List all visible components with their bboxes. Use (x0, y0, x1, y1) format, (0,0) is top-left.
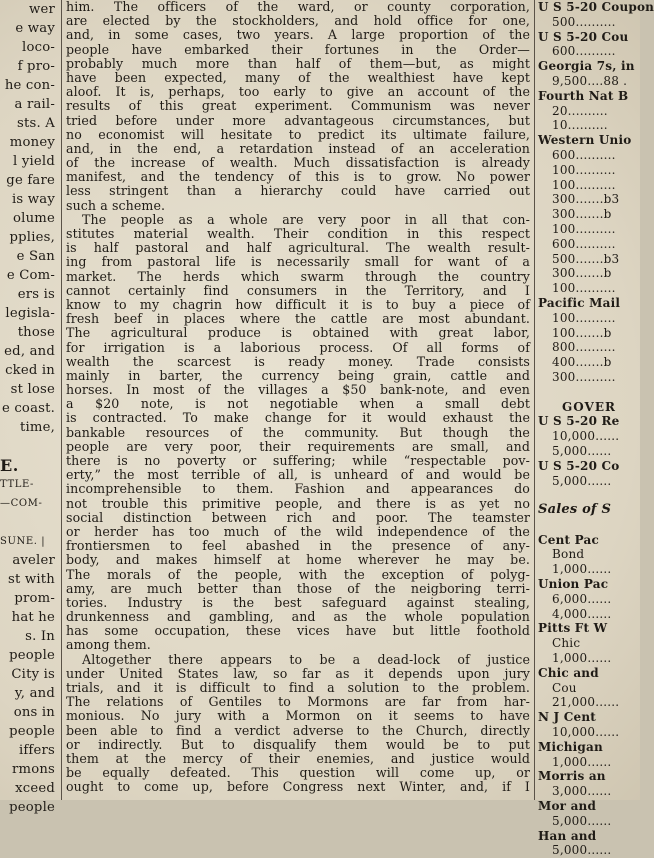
article-line: probably much more than half of them—but, as might (66, 55, 530, 71)
stock-quantity: 100.......... (552, 162, 616, 177)
subheading-line: TTLE- (0, 479, 35, 490)
article-line: them at the mercy of their enemies, and justice would (66, 750, 530, 766)
article-line: are elected by the stockholders, and hold office for one, (66, 13, 530, 29)
text-line: people (9, 724, 55, 739)
article-line: stitutes material wealth. Their condition in this respect (66, 226, 530, 241)
text-line: sts. A (17, 116, 55, 131)
stock-quantity: 1,000...... (552, 754, 612, 769)
stock-name: U S 5-20 Coupon (538, 0, 654, 14)
stock-quantity: 600.......... (552, 44, 616, 59)
spacer (0, 513, 58, 532)
stock-name: U S 5-20 Cou (538, 29, 629, 44)
article-line: body, and makes himself at home wherever he may be. (66, 552, 530, 568)
section-heading: E. (0, 456, 19, 475)
paragraph-start-line: Altogether there appears to be a dead-lock of justice (82, 651, 530, 667)
stock-quantity: 20.......... (552, 103, 608, 118)
stock-name: Western Unio (538, 133, 632, 148)
text-line: pplies, (9, 230, 55, 245)
article-column (66, 0, 530, 795)
left-column (0, 0, 58, 817)
text-line: locо- (22, 40, 55, 55)
article-line: there is no poverty or suffering; while “respectable pov- (66, 453, 530, 468)
stock-quantity: 600.......... (552, 236, 616, 251)
stock-quantity: 300.......b (552, 207, 612, 222)
stock-quantity: 100.......... (552, 281, 616, 296)
article-line: know to my chagrin how difficult it is to buy a piece of (66, 296, 530, 312)
article-line: incomprehensible to them. Fashion and appearances do (66, 481, 530, 497)
text-line: ge fare (6, 173, 55, 188)
article-line: people have embarked their fortunes in the Order— (66, 41, 530, 57)
stock-quantity: Bond (552, 547, 585, 562)
stock-quantity: 10,000...... (552, 725, 620, 740)
text-line: st with (8, 572, 55, 587)
article-line: mainly in barter, the currency being grain, cattle and (66, 367, 530, 383)
article-line: been able to find a verdict adverse to the Church, directly (66, 722, 530, 738)
subheading-line: —COM- (0, 498, 43, 509)
article-line: people are very poor, their requirements are small, and (66, 438, 530, 454)
stock-quantity: 100.......... (552, 177, 616, 192)
text-line: rmons (11, 762, 55, 777)
stock-name: U S 5-20 Co (538, 458, 620, 473)
article-line: aloof. It is, perhaps, too early to give an account of the (66, 84, 530, 100)
text-line: those (17, 325, 55, 340)
text-line: people (9, 800, 55, 815)
stock-quantity: 600.......... (552, 147, 616, 162)
article-line: be equally defeated. This question will come up, or (66, 765, 530, 781)
stock-quantity: 300.......b (552, 266, 612, 281)
text-line: olume (13, 211, 55, 226)
stock-quantity: 5,000...... (552, 473, 612, 488)
text-line: ons in (13, 705, 55, 720)
stock-quantity: 300.......b3 (552, 192, 620, 207)
article-line: market. The herds which swarm through the country (66, 268, 530, 284)
spacer (538, 518, 640, 533)
article-line: monious. No jury with a Mormon on it seems to have (66, 708, 530, 724)
article-line: fresh beef in places where the cattle are most abundant. (66, 311, 530, 327)
stock-quantity: Cou (552, 680, 577, 695)
spacer (538, 488, 640, 503)
article-line: The agricultural produce is obtained with great labor, (66, 325, 530, 341)
stock-quantity: 400.......b (552, 355, 612, 370)
article-line: erty,” the most terrible of all, is unheard of and would be (66, 467, 530, 483)
article-line: ought to come up, before Congress next Winter, and, if I (66, 779, 530, 795)
stock-quantity: 100.......... (552, 310, 616, 325)
stock-name: U S 5-20 Re (538, 414, 620, 429)
column-rule-left (61, 0, 62, 800)
stock-name: Michigan (538, 739, 603, 754)
stock-quantity: 5,000...... (552, 813, 612, 828)
article-line: has some occupation, these vices have but little foothold (66, 623, 530, 639)
article-line: horses. In most of the villages a $50 bank-note, and even (66, 382, 530, 398)
stock-quantity: 21,000...... (552, 695, 620, 710)
stock-quantity: 10,000...... (552, 429, 620, 444)
section-heading: GOVER (562, 399, 616, 414)
article-line: cannot certainly find consumers in the Territory, and I (66, 282, 530, 298)
stock-quantity: 5,000...... (552, 843, 612, 858)
article-line: results of this great experiment. Communism was never (66, 98, 530, 114)
article-line: for irrigation is a laborious process. Of all forms of (66, 339, 530, 355)
article-line: frontiersmen to feel abashed in the presence of any- (66, 538, 530, 554)
article-line: of the increase of wealth. Much dissatisfaction is already (66, 155, 530, 171)
stock-quantity: Chic (552, 636, 581, 651)
article-line: trials, and it is difficult to find a solution to the problem. (66, 680, 530, 695)
stock-quantity: 3,000...... (552, 784, 612, 799)
stock-name: Cent Pac (538, 532, 600, 547)
article-line: is half pastoral and half agricultural. The wealth result- (66, 240, 530, 256)
text-line: e way (15, 21, 55, 36)
spacer (0, 437, 58, 456)
text-line: money (9, 135, 55, 150)
stock-name: Han and (538, 828, 597, 843)
stock-quantity: 100.......... (552, 221, 616, 236)
article-line: amy, are much better than those of the neigboring terri- (66, 580, 530, 596)
text-line: st lose (10, 382, 55, 397)
article-line: and, in some cases, two years. A large proportion of the (66, 27, 530, 43)
stock-name: Georgia 7s, in (538, 59, 635, 74)
article-line: and, in the end, a retardation instead of an acceleration (66, 140, 530, 156)
article-line: bankable resources of the community. But though the (66, 424, 530, 440)
stock-quantity: 10.......... (552, 118, 608, 133)
stock-name: N J Cent (538, 710, 597, 725)
text-line: e Com- (6, 268, 55, 283)
stock-quantity: 9,500....88 . (552, 73, 628, 88)
text-line: City is (11, 667, 55, 682)
article-line: no economist will hesitate to predict its ultimate failure, (66, 126, 530, 142)
text-line: prom- (14, 591, 55, 606)
stock-name: Morris an (538, 769, 606, 784)
stock-quantity: 6,000...... (552, 591, 612, 606)
stock-quantity: 5,000...... (552, 443, 612, 458)
byline: SUNE. | (0, 536, 46, 547)
stock-name: Chic and (538, 665, 599, 680)
text-line: aveler (12, 553, 55, 568)
article-line: drunkenness and gambling, and as the whole population (66, 609, 530, 625)
article-line: is contracted. To make change for it would exhaust the (66, 410, 530, 426)
section-heading: Sales of S (538, 502, 612, 518)
article-line: wealth the scarcest is ready money. Trade consists (66, 353, 530, 369)
text-line: people (9, 648, 55, 663)
article-line: such a scheme. (66, 197, 166, 213)
stock-quantity: 1,000...... (552, 651, 612, 666)
article-line: manifest, and the tendency of this is to grow. No power (66, 169, 530, 185)
article-line: not trouble this primitive people, and there is as yet no (66, 495, 530, 511)
text-line: is way (12, 192, 55, 207)
text-line: he con- (4, 78, 55, 93)
text-line: ed, and (4, 344, 55, 359)
article-line: tories. Industry is the best safeguard against stealing, (66, 594, 530, 610)
text-line: ers is (17, 287, 55, 302)
text-line: l yield (13, 154, 55, 169)
text-line: legisla- (5, 306, 55, 321)
text-line: xceed (15, 781, 55, 796)
stock-quantity: 800.......... (552, 340, 616, 355)
text-line: hat he (11, 610, 55, 625)
stock-quantity: 500.......b3 (552, 251, 620, 266)
paragraph-start-line: The people as a whole are very poor in all that con- (82, 211, 530, 227)
article-line: a $20 note, is not negotiable when a small debt (66, 396, 530, 412)
article-line: or indirectly. But to disqualify them would be to put (66, 736, 530, 752)
article-line: The morals of the people, with the exception of polyg- (66, 566, 530, 582)
article-line: have been expected, many of the wealthiest have kept (66, 69, 530, 85)
text-line: time, (19, 420, 55, 435)
text-line: f pro- (17, 59, 55, 74)
text-line: a rail- (14, 97, 55, 112)
stock-name: Fourth Nat B (538, 88, 629, 103)
text-line: wer (29, 2, 55, 17)
text-line: e San (16, 249, 55, 264)
article-line: among them. (66, 637, 151, 653)
stock-name: Pitts Ft W (538, 621, 608, 636)
text-line: e coast. (1, 401, 55, 416)
text-line: s. In (25, 629, 55, 644)
text-line: y, and (14, 686, 55, 701)
stock-name: Pacific Mail (538, 295, 621, 310)
text-line: iffers (18, 743, 55, 758)
stock-quantity: 100.......b (552, 325, 612, 340)
stock-quantity: 1,000...... (552, 562, 612, 577)
text-line: cked in (5, 363, 55, 378)
stock-name: Mor and (538, 799, 597, 814)
stock-name: Union Pac (538, 577, 609, 592)
stock-quantity: 300.......... (552, 369, 616, 384)
article-line: less stringent than a hierarchy could have carried out (66, 183, 530, 199)
article-line: tried before under more advantageous circumstances, but (66, 112, 530, 128)
article-line: or herder has too much of the wild independence of the (66, 523, 530, 539)
stock-quantity: 500.......... (552, 14, 616, 29)
stock-quantity: 4,000...... (552, 606, 612, 621)
article-line: social distinction between rich and poor. The teamster (66, 509, 530, 525)
article-line: ing from pastoral life is necessarily small for want of a (66, 254, 530, 270)
article-line: him. The officers of the ward, or county corporation, (66, 0, 530, 14)
spacer (538, 385, 640, 400)
stock-sales-column (538, 0, 654, 858)
article-line: The relations of Gentiles to Mormons are far from har- (66, 694, 530, 710)
article-line: under United States law, so far as it depends upon jury (66, 665, 530, 681)
column-rule-right (534, 0, 535, 800)
